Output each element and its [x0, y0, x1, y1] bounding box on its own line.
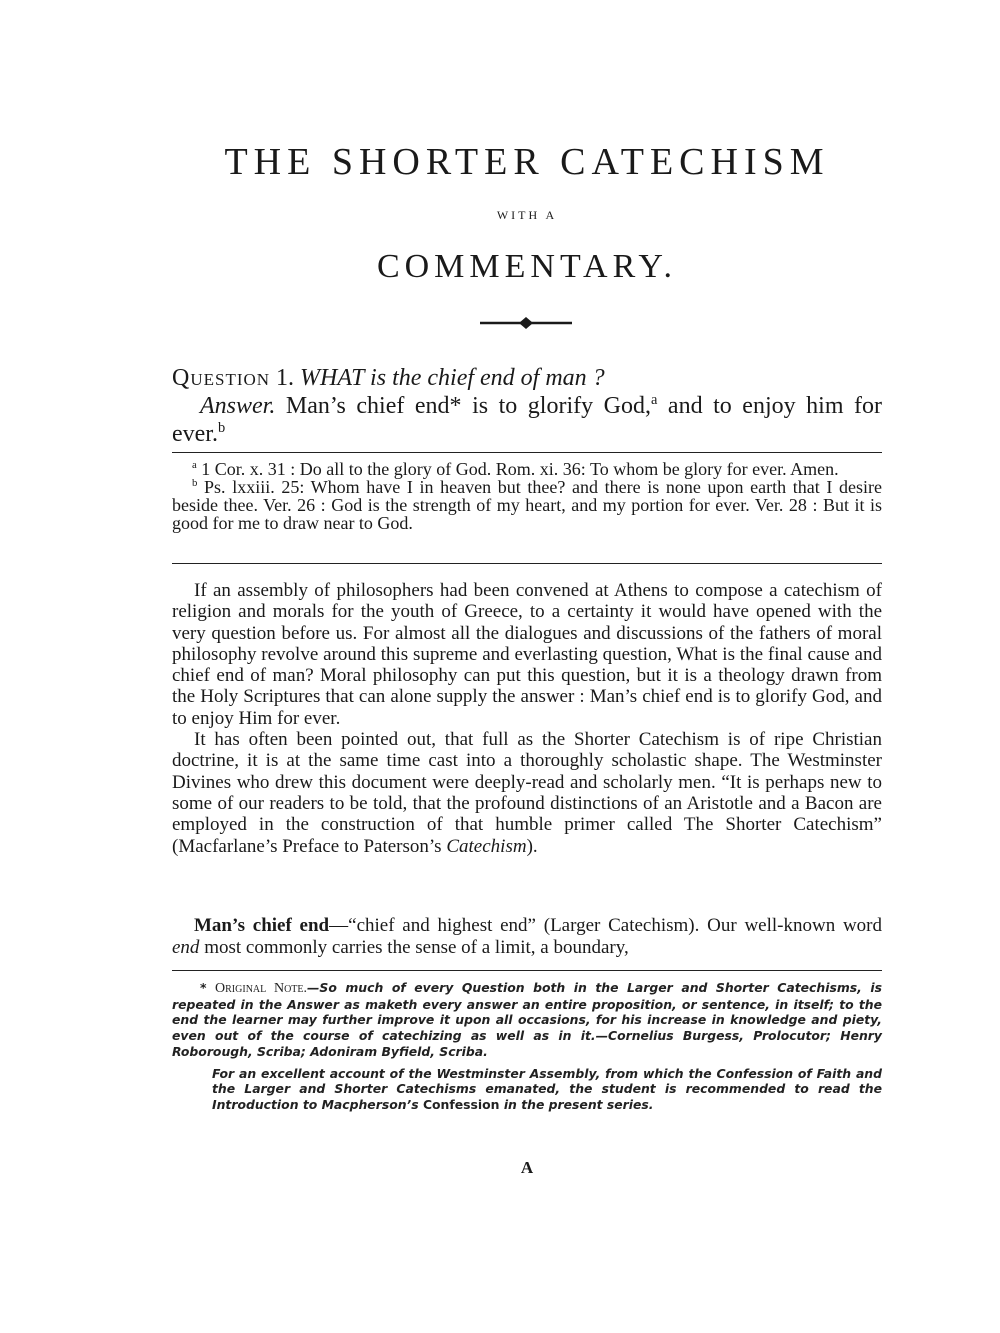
commentary-body — [172, 580, 882, 857]
footnote-editor-text-2: in the present series. — [499, 1096, 654, 1112]
footnote-original-note — [172, 980, 882, 1060]
section-chief-end — [172, 915, 882, 959]
footnote-label: Original Note. — [215, 981, 308, 996]
body-paragraph-2-end: ). — [526, 835, 538, 857]
proof-b-marker: b — [192, 477, 198, 489]
footnote-text: —So much of every Question both in the Larger and Shorter Catechisms, is repeated in the Answer as maketh every answer an entire proposition, or sentence, in itself; to the end the learner may further improve it upon all occasions, for his increase in knowledge and piety, even out of the course of catechizing as well as in it.—Cornelius Burgess, Prolocutor; Henry Roborough, Scriba; Adoniram Byfield, Scriba. — [172, 980, 882, 1059]
section-paragraph — [172, 915, 882, 959]
proof-a-marker: a — [192, 459, 197, 471]
section-italic-word: end — [172, 937, 200, 958]
footnotes — [172, 980, 882, 1113]
title-connector: WITH A — [496, 208, 558, 222]
proof-a — [172, 460, 882, 478]
scripture-proofs — [172, 460, 882, 532]
question-block — [172, 364, 882, 448]
page-title: THE SHORTER CATECHISM — [224, 141, 830, 183]
signature-mark: A — [520, 1158, 534, 1177]
proofs-bottom-rule — [172, 563, 882, 564]
proof-a-text: 1 Cor. x. 31 : Do all to the glory of God. Rom. xi. 36: To whom be glory for ever. Amen. — [196, 459, 839, 479]
answer-text-1: Man’s chief end — [275, 393, 450, 419]
section-heading: Man’s chief end — [194, 915, 330, 936]
section-text-1: —“chief and highest end” (Larger Catechism). Our well-known word — [329, 915, 883, 936]
page-subtitle: COMMENTARY. — [376, 248, 678, 285]
body-paragraph-2-italic: Catechism — [446, 835, 527, 857]
body-paragraph-2-text: It has often been pointed out, that full as the Shorter Catechism is of ripe Christian doctrine, it is at the same time cast into a thoroughly scholastic shape. The Westminster Divines who drew this document were deeply-read and scholarly men. “It is perhaps new to some of our readers to be told, that the profound distinctions of an Aristotle and a Bacon are employed in the construction of that humble primer called The Shorter Catechism” (Macfarlane’s Preface to Paterson’s — [172, 729, 882, 857]
answer-line — [172, 392, 882, 448]
body-paragraph-2 — [172, 729, 882, 857]
proofs-top-rule — [172, 452, 882, 453]
answer-text-2: is to glorify God, — [461, 393, 651, 419]
answer-text-3: and to enjoy him for ever. — [172, 393, 882, 447]
question-label: Question — [172, 365, 271, 391]
section-text-2: most commonly carries the sense of a limit, a boundary, — [199, 937, 629, 958]
body-paragraph-1: If an assembly of philosophers had been convened at Athens to compose a catechism of religion and morals for the youth of Greece, to a certainty it would have opened with the very question before us. For almost all the dialogues and discussions of the fathers of moral philosophy revolve around this supreme and everlasting question, What is the final cause and chief end of man? Moral philosophy can put this question, but it is a theology drawn from the Holy Scriptures that can alone supply the answer : Man’s chief end is to glorify God, and to enjoy Him for ever. — [172, 580, 882, 729]
question-number: 1. — [276, 365, 295, 391]
proof-b-text: Ps. lxxiii. 25: Whom have I in heaven but thee? and there is none upon earth that I desire beside thee. Ver. 26 : God is the strength of my heart, and my portion for ever. Ver. 28 : But it is good for me to draw near to God. — [172, 477, 882, 533]
question-text: WHAT is the chief end of man ? — [300, 365, 605, 391]
proof-b — [172, 478, 882, 532]
answer-label: Answer. — [200, 393, 276, 419]
answer-star: * — [449, 393, 462, 419]
proof-marker-a: a — [651, 392, 658, 408]
question-line — [172, 364, 882, 392]
proof-marker-b: b — [217, 420, 226, 436]
ornament-divider — [478, 316, 574, 330]
footnote-editor-upright: Confession — [422, 1096, 500, 1112]
footnote-editor-note — [172, 1066, 882, 1113]
footnote-star: * — [200, 980, 216, 995]
footnote-editor-text-1: For an excellent account of the Westminster Assembly, from which the Confession of Faith and the Larger and Shorter Catechisms emanated, the student is recommended to read the Introduction to Macpherson’s — [212, 1065, 882, 1112]
footnote-rule — [172, 970, 882, 971]
